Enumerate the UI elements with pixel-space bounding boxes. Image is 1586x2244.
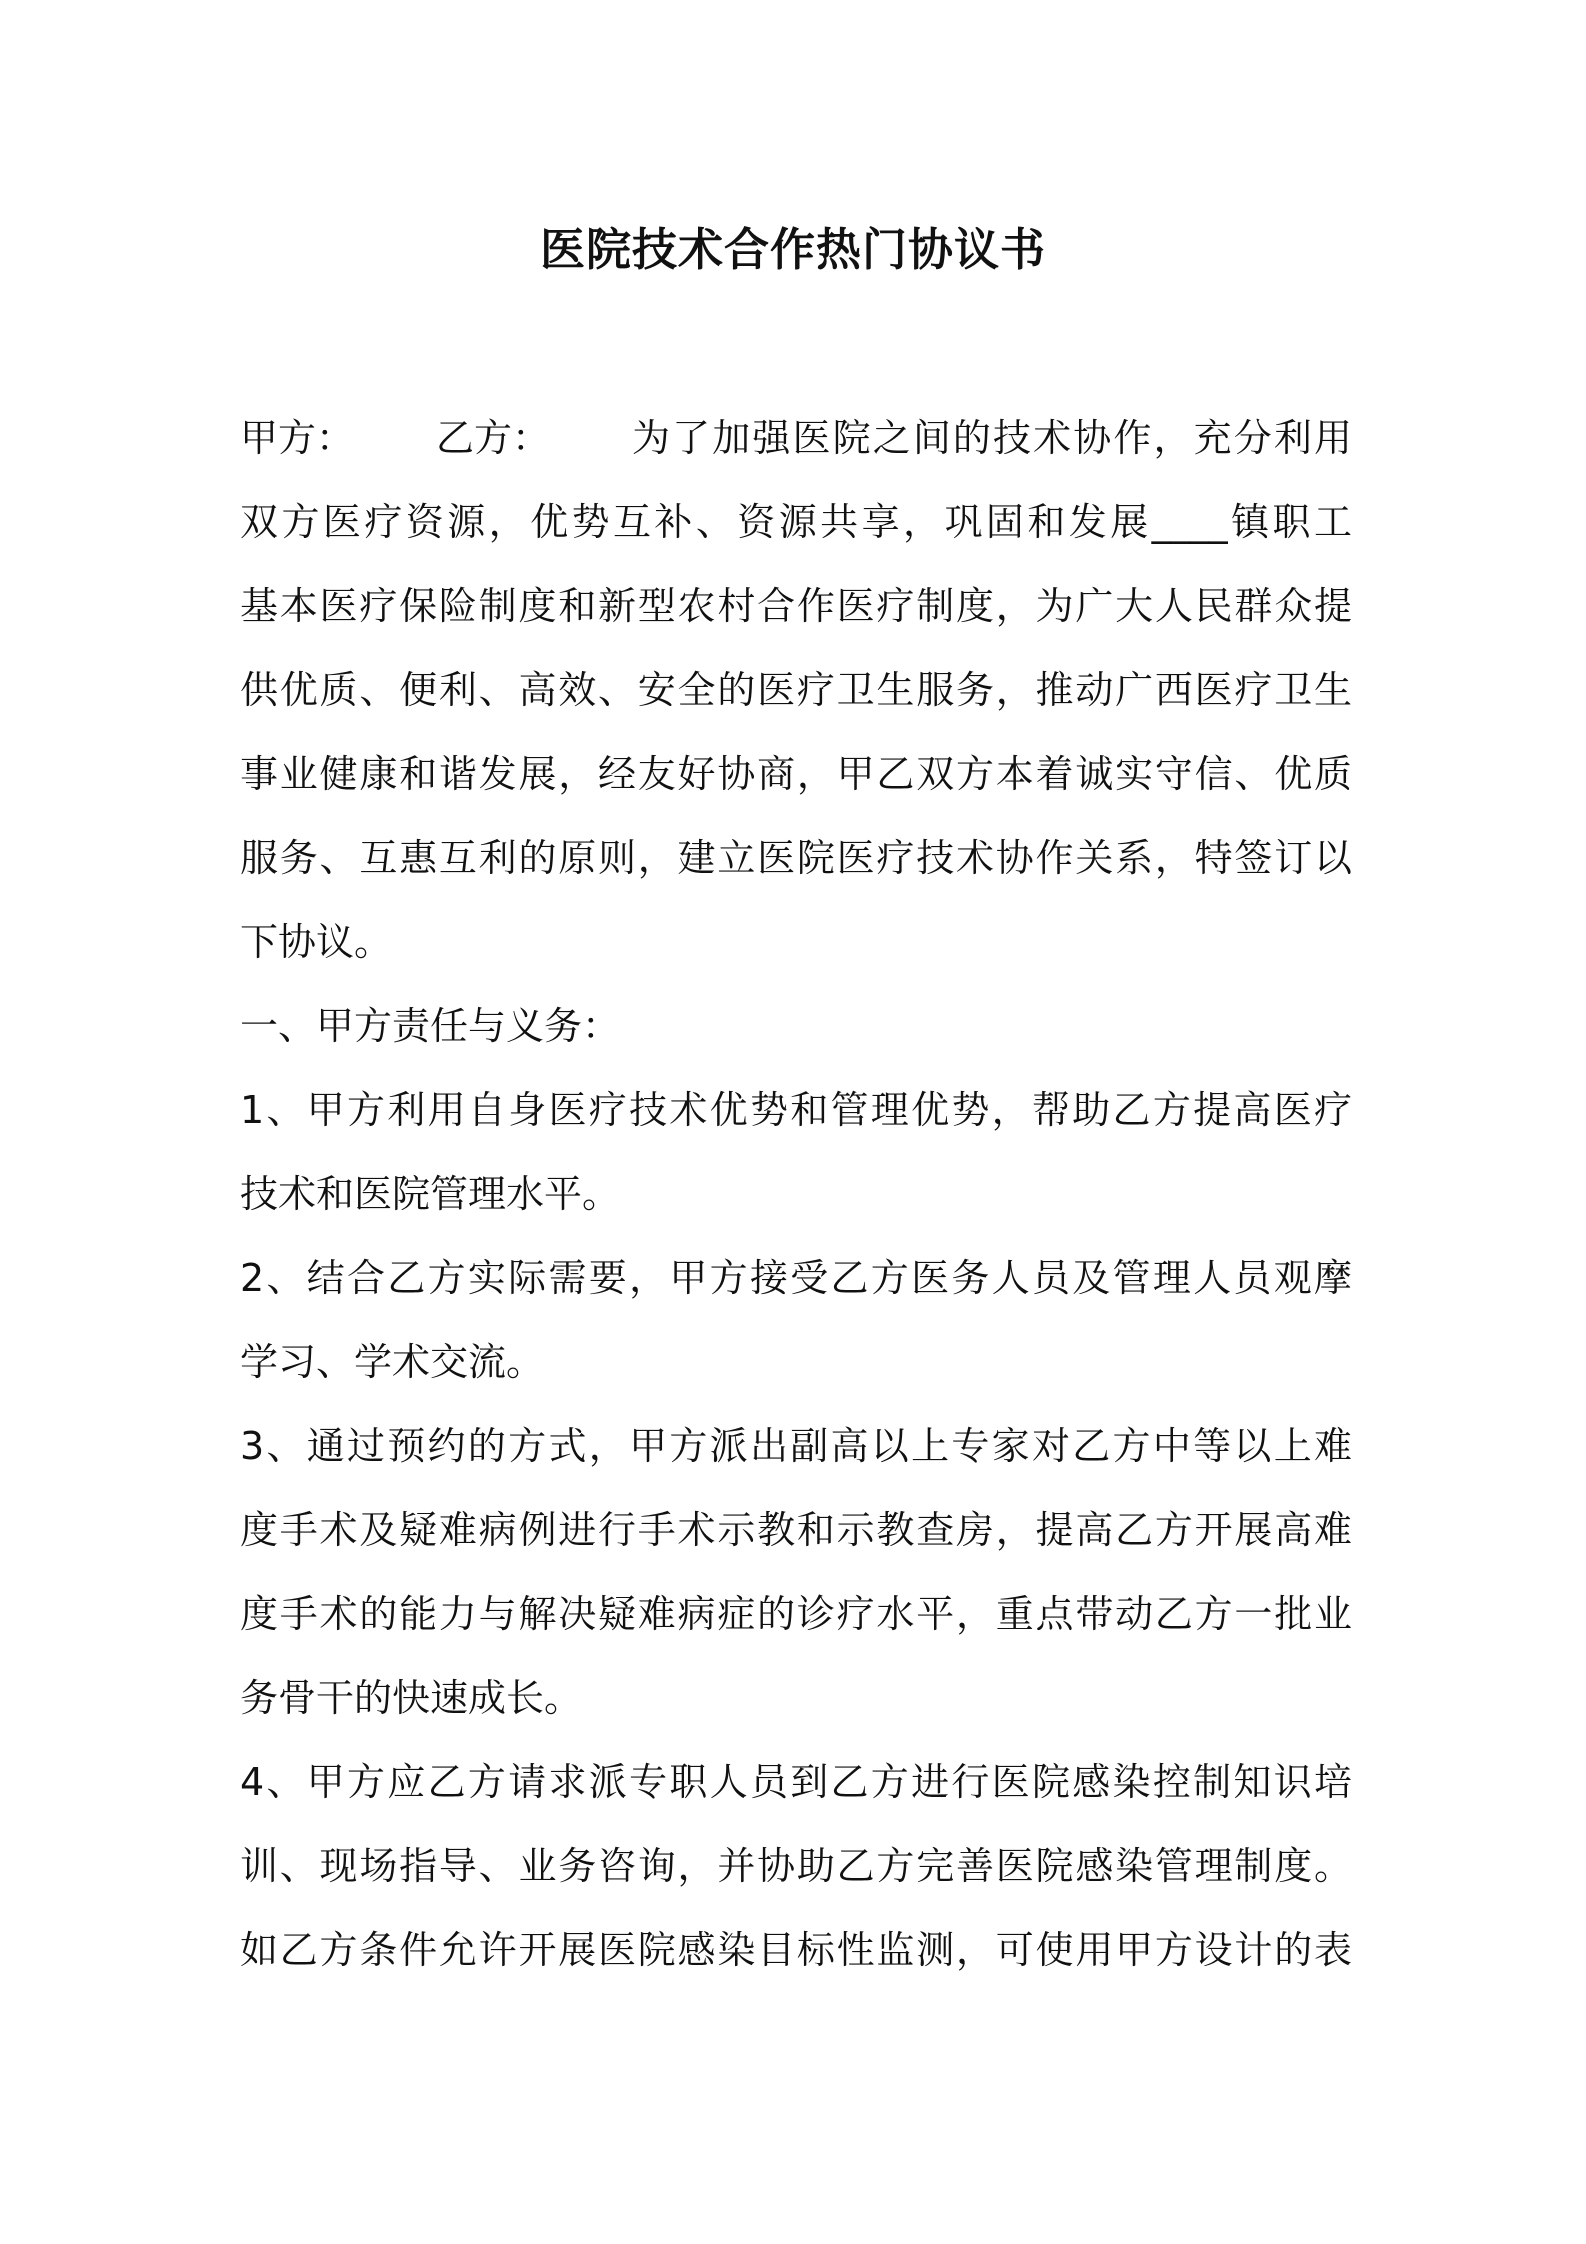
clause-line: 4、甲方应乙方请求派专职人员到乙方进行医院感染控制知识培 [240,1760,1352,1804]
body-line: 供优质、便利、高效、安全的医疗卫生服务，推动广西医疗卫生 [240,668,1352,712]
clause-line: 1、甲方利用自身医疗技术优势和管理优势，帮助乙方提高医疗 [240,1088,1352,1132]
body-line: 事业健康和谐发展，经友好协商，甲乙双方本着诚实守信、优质 [240,752,1352,796]
body-line: 下协议。 [240,920,393,964]
clause-line: 如乙方条件允许开展医院感染目标性监测，可使用甲方设计的表 [240,1928,1352,1972]
body-line: 服务、互惠互利的原则，建立医院医疗技术协作关系，特签订以 [240,836,1352,880]
clause-line: 度手术的能力与解决疑难病症的诊疗水平，重点带动乙方一批业 [240,1592,1352,1636]
clause-line: 务骨干的快速成长。 [240,1676,583,1720]
section-heading: 一、甲方责任与义务： [240,1004,621,1048]
clause-line: 2、结合乙方实际需要，甲方接受乙方医务人员及管理人员观摩 [240,1256,1352,1300]
clause-line: 学习、学术交流。 [240,1340,545,1384]
clause-line: 度手术及疑难病例进行手术示教和示教查房，提高乙方开展高难 [240,1508,1352,1552]
clause-line: 技术和医院管理水平。 [240,1172,621,1216]
document-body [240,396,1352,1992]
party-a-label: 甲方： [240,416,355,460]
party-b-label: 乙方： [436,416,551,460]
body-line: 双方医疗资源，优势互补、资源共享，巩固和发展____镇职工 [240,500,1352,544]
document-title: 医院技术合作热门协议书 [539,223,1046,276]
clause-line: 3、通过预约的方式，甲方派出副高以上专家对乙方中等以上难 [240,1424,1352,1468]
parties-intro-line [240,396,1352,480]
clause-line: 训、现场指导、业务咨询，并协助乙方完善医院感染管理制度。 [240,1844,1352,1888]
intro-first-line-text: 为了加强医院之间的技术协作，充分利用 [632,416,1352,460]
body-line: 基本医疗保险制度和新型农村合作医疗制度，为广大人民群众提 [240,584,1352,628]
